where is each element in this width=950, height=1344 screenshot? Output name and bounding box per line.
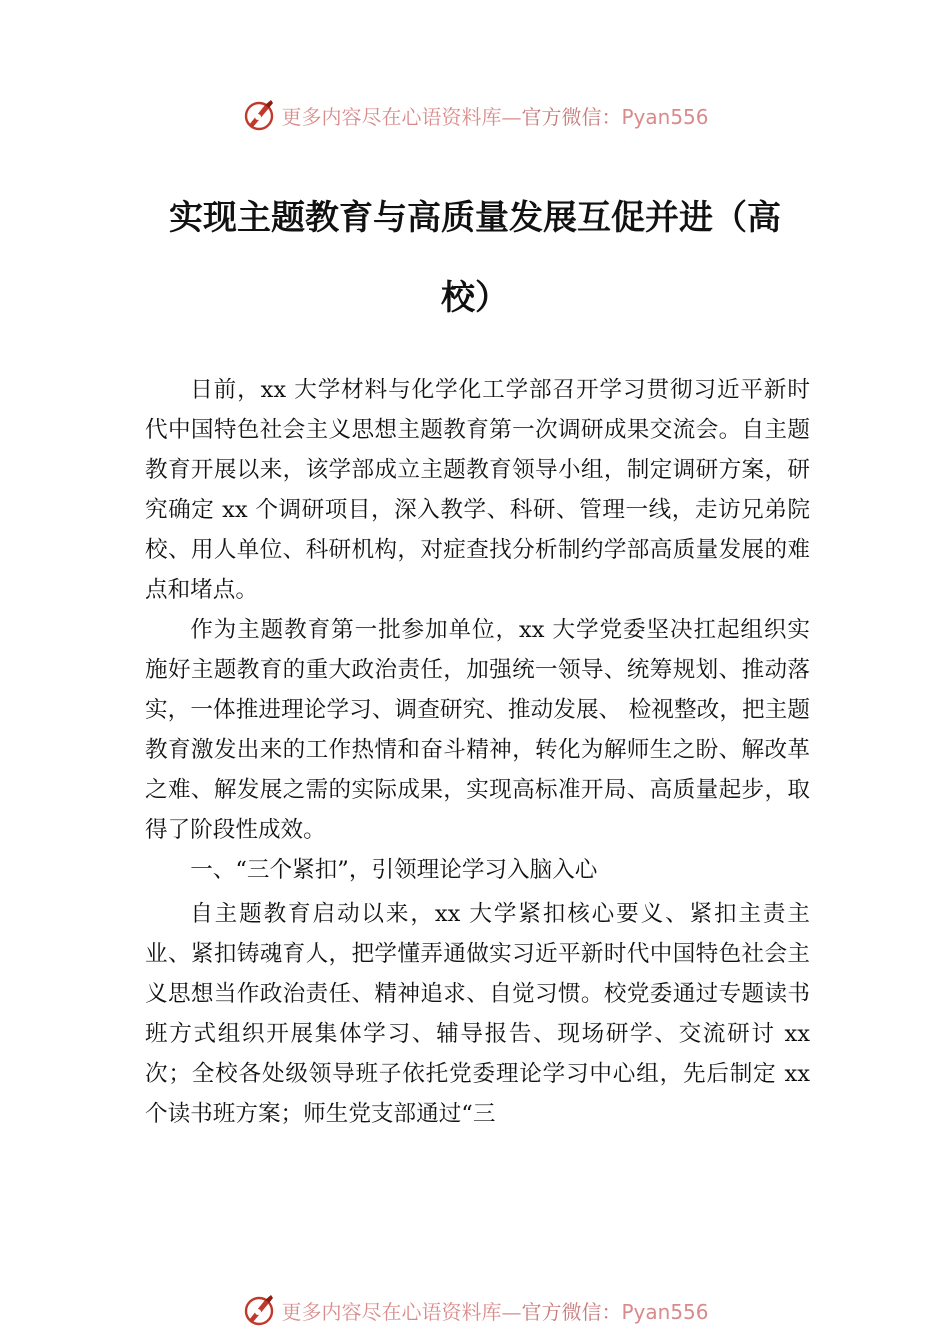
wechat-label: 官方微信： (521, 104, 622, 129)
site-name: 更多内容尽在心语资料库 (281, 1299, 502, 1324)
banner-dash: — (501, 104, 522, 129)
wechat-label: 官方微信： (521, 1299, 622, 1324)
document-title (140, 178, 810, 338)
paragraph: 作为主题教育第一批参加单位，xx 大学党委坚决扛起组织实施好主题教育的重大政治责任，加强统一领导、统筹规划、推动落实，一体推进理论学习、调查研究、推动发展、 检视整改，把主题教育激发出来的工作热情和奋斗精神，转化为解师生之盼、解改革之难、解发展之需的实际成果，实现高标准开局、高质量起步，取得了阶段性成效。 (145, 617, 810, 843)
section-heading: 一、“三个紧扣”，引领理论学习入脑入心 (190, 857, 598, 883)
footer-banner-text (281, 1296, 708, 1325)
header-banner (0, 95, 950, 135)
banner-dash: — (501, 1299, 522, 1324)
pen-logo-icon (241, 1292, 277, 1328)
paragraph: 日前，xx 大学材料与化学化工学部召开学习贯彻习近平新时代中国特色社会主义思想主题教育第一次调研成果交流会。自主题教育开展以来，该学部成立主题教育领导小组，制定调研方案，研究确定 xx 个调研项目，深入教学、科研、管理一线，走访兄弟院校、用人单位、科研机构，对症查找分析制约学部高质量发展的难点和堵点。 (145, 377, 810, 603)
footer-banner (0, 1290, 950, 1330)
document-body (145, 370, 810, 1134)
wechat-account: Pyan556 (621, 1299, 709, 1324)
title-line-1: 实现主题教育与高质量发展互促并进（高 (169, 198, 781, 238)
site-name: 更多内容尽在心语资料库 (281, 104, 502, 129)
title-line-2: 校） (441, 278, 509, 318)
paragraph: 自主题教育启动以来，xx 大学紧扣核心要义、紧扣主责主业、紧扣铸魂育人，把学懂弄通做实习近平新时代中国特色社会主义思想当作政治责任、精神追求、自觉习惯。校党委通过专题读书班方式组织开展集体学习、辅导报告、现场研学、交流研讨 xx 次；全校各处级领导班子依托党委理论学习中心组，先后制定 xx 个读书班方案；师生党支部通过“三 (145, 901, 810, 1127)
wechat-account: Pyan556 (621, 104, 709, 129)
header-banner-text (281, 101, 708, 130)
pen-logo-icon (241, 97, 277, 133)
